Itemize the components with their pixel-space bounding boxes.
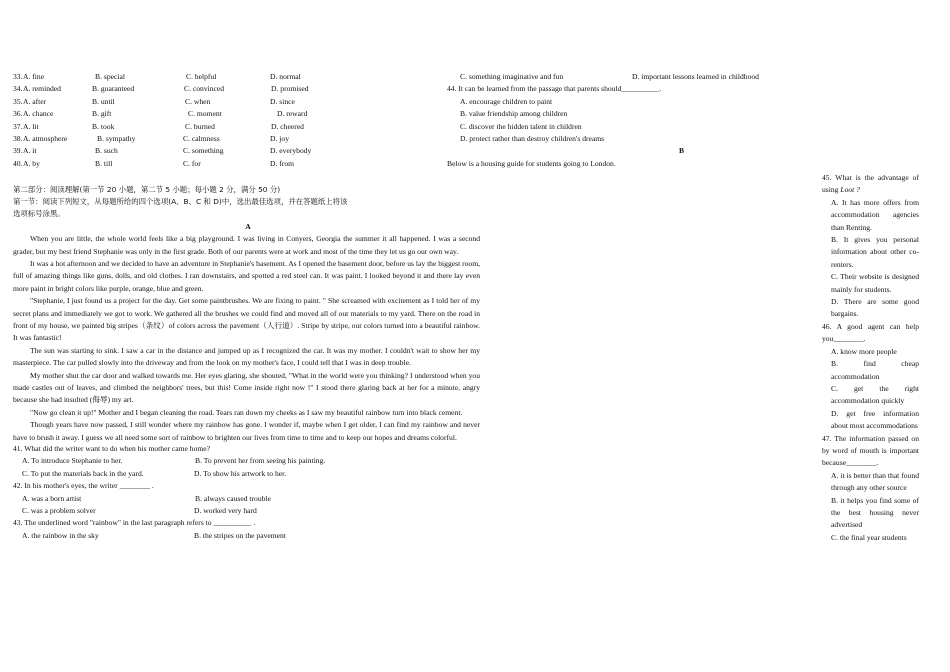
q46-option-d[interactable]: D. get free information about most accommodations — [831, 408, 919, 431]
question-41 — [13, 444, 483, 481]
passage-a — [13, 233, 480, 444]
paragraph: "Now go clean it up!" Mother and I began cleaning the road. Tears ran down my cheeks as I saw my beautiful rainbow turn into black cement. — [30, 407, 463, 417]
q43-option-d[interactable]: D. important lessons learned in childhood — [632, 72, 759, 81]
choice-row: 37. A. lit B. took C. burned D. cheered — [13, 121, 304, 131]
option-c[interactable]: C. To put the materials back in the yard. — [22, 468, 144, 478]
question-42 — [13, 481, 483, 518]
choice-row: 40. A. by B. till C. for D. from — [13, 158, 295, 168]
question-46-stem: 46. A good agent can help you________. — [822, 321, 919, 344]
passage-a-heading: A — [245, 221, 251, 231]
q46-option-c[interactable]: C. get the right accommodation quickly — [831, 383, 919, 406]
q47-option-c[interactable]: C. the final year students — [831, 532, 907, 542]
question-43 — [13, 518, 483, 543]
option-d[interactable]: D. protect rather than destroy children's dreams — [460, 133, 605, 143]
right-column — [822, 172, 919, 544]
q45-option-a[interactable]: A. It has more offers from accommodation agencies than Renting. — [831, 197, 919, 232]
option-a[interactable]: A. encourage children to paint — [460, 96, 553, 106]
paragraph: It was a hot afternoon and we decided to have an adventure in Stephanie's basement. As I opened the basement door, before us lay the biggest room, full of amazing things like guns, dolls, and old clothes. I ran downstairs, and spotted a red steel can. It was paint. I looked beyond it and there lay even more paint in bright colors like purple, orange, blue and green. — [13, 258, 481, 293]
q46-option-a[interactable]: A. know more people — [831, 346, 897, 356]
passage-b-intro: Below is a housing guide for students going to London. — [447, 158, 616, 168]
question-44 — [447, 84, 807, 146]
section2-instruction: 第一节：阅读下列短文，从每题所给的四个选项(A、B、C 和 D)中，选出最佳选项，并在答题纸上将该 — [13, 196, 348, 206]
paragraph: My mother shut the car door and walked towards me. Her eyes glaring, she shouted, "What in the world were you thinking? I understood when you made castles out of leaves, and climbed the neighbors' trees, but this! Come inside right now !" I stood there glaring back at her for a minute, angry because she had insulted (侮辱) my art. — [13, 370, 480, 405]
option-b[interactable]: B. value friendship among children — [460, 109, 568, 119]
choice-row: 33. A. fine B. special C. helpful D. normal — [13, 72, 301, 81]
q45-option-d[interactable]: D. There are some good bargains. — [831, 297, 919, 319]
question-stem: 44. It can be learned from the passage that parents should__________. — [447, 84, 662, 94]
choices-continued — [13, 72, 483, 171]
paragraph: The sun was starting to sink. I saw a car in the distance and jumped up as I recognized the car. It was my mother. I couldn't wait to show her my masterpiece. The car pulled slowly into the driveway and from the look on my mother's face, I could tell that I was in deep trouble. — [13, 345, 480, 368]
option-a[interactable]: A. the rainbow in the sky — [22, 530, 99, 540]
choice-row: 39. A. it B. such C. something D. everybody — [13, 146, 312, 156]
passage-b-heading: B — [679, 146, 685, 156]
q47-option-a[interactable]: A. it is better than that found through any other source — [831, 470, 919, 493]
option-c[interactable]: C. discover the hidden talent in children — [460, 121, 582, 131]
option-b[interactable]: B. always caused trouble — [195, 493, 271, 503]
choice-row: 35. A. after B. until C. when D. since — [13, 96, 295, 106]
paragraph: Though years have now passed, I still wonder where my rainbow has gone. I wonder if, maybe when I get older, I can find my rainbow and never have to brush it away. I guess we all need some sort of rainbow to brighten our lives from time to time and to keep our hopes and dreams colorful. — [13, 420, 480, 442]
paragraph: "Stephanie, I just found us a project for the day. Get some paintbrushes. We are fixing to paint. " She screamed with excitement as I told her of my secret plans and immediately we got to work. We gathered all the brushes we could find and moved all of our materials to my yard. There on the road in front of my house, we painted big stripes（条纹）of colors across the pavement（人行道）. Stripe by stripe, our colors turned into a beautiful rainbow. It was fantastic! — [13, 296, 480, 343]
option-d[interactable]: D. To show his artwork to her. — [194, 468, 287, 478]
middle-column — [447, 72, 807, 171]
loot-name: Loot ? — [840, 185, 860, 195]
option-d[interactable]: D. worked very hard — [194, 506, 257, 515]
question-stem: 43. The underlined word "rainbow" in the last paragraph refers to __________ . — [13, 518, 256, 528]
choice-row: 38. A. atmosphere B. sympathy C. calmness D. joy — [13, 133, 289, 143]
question-stem: 41. What did the writer want to do when his mother came home? — [13, 444, 211, 454]
question-45-stem: 45. What is the advantage of using Loot ? — [822, 173, 919, 195]
section2-instruction-cont: 选项标号涂黑。 — [13, 209, 65, 219]
question-47-stem: 47. The information passed on by word of mouth is important because________. — [822, 433, 919, 468]
option-c[interactable]: C. was a problem solver — [22, 506, 96, 515]
q46-option-b[interactable]: B. find cheap accommodation — [831, 359, 919, 381]
option-a[interactable]: A. To introduce Stephanie to her. — [22, 456, 123, 466]
left-column — [13, 72, 483, 543]
choice-row: 36. A. chance B. gift C. moment D. reward — [13, 109, 308, 119]
option-b[interactable]: B. the stripes on the pavement — [194, 530, 286, 540]
q47-option-b[interactable]: B. it helps you find some of the best housing never advertised — [831, 495, 919, 530]
q45-option-c[interactable]: C. Their website is designed mainly for students. — [831, 272, 919, 294]
choice-row: 34. A. reminded B. guaranteed C. convinced D. promised — [13, 84, 309, 94]
q45-option-b[interactable]: B. It gives you personal information about other co-renters. — [831, 235, 919, 269]
paragraph: When you are little, the whole world feels like a big playground. I was living in Conyers, Georgia the summer it all happened. I was a second grader, but my best friend Stephanie was only in the first grade. Both of our parents were at work and most of the time they let us go our own way. — [13, 234, 480, 256]
option-b[interactable]: B. To prevent her from seeing his painting. — [195, 456, 326, 466]
question-stem: 42. In his mother's eyes, the writer ________ . — [13, 481, 154, 491]
section2-title: 第二部分：阅读理解(第一节 20 小题，第二节 5 小题；每小题 2 分，满分 50 分) — [13, 184, 281, 194]
section2-header — [13, 184, 483, 221]
q43-option-c[interactable]: C. something imaginative and fun — [460, 72, 564, 81]
option-a[interactable]: A. was a born artist — [22, 493, 82, 503]
